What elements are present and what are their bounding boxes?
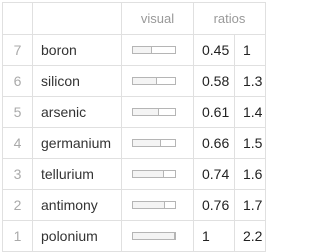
- ratio-value-b: 2.2: [235, 221, 266, 252]
- ratio-value-b: 1.5: [235, 128, 266, 159]
- table-body: [3, 35, 266, 252]
- ratio-value-b: 1: [235, 35, 266, 66]
- table-row: [3, 35, 266, 66]
- ratio-value-b: 1.7: [235, 190, 266, 221]
- ratio-value-b: 1.6: [235, 159, 266, 190]
- ratio-value-b: 1.3: [235, 66, 266, 97]
- visual-cell: [122, 221, 194, 252]
- table-row: [3, 128, 266, 159]
- row-index: 6: [3, 66, 33, 97]
- ratio-value: 0.66: [194, 128, 235, 159]
- ratio-bar-fill: [133, 171, 164, 177]
- element-name: boron: [33, 35, 122, 66]
- visual-cell: [122, 128, 194, 159]
- ratio-value: 1: [194, 221, 235, 252]
- table-row: [3, 159, 266, 190]
- ratio-bar: [132, 201, 176, 209]
- row-index: 4: [3, 128, 33, 159]
- row-index: 2: [3, 190, 33, 221]
- ratio-bar: [132, 46, 176, 54]
- visual-cell: [122, 159, 194, 190]
- header-name-cell: [33, 3, 122, 35]
- ratio-value: 0.45: [194, 35, 235, 66]
- header-ratios: ratios: [194, 3, 266, 35]
- ratio-bar-fill: [133, 78, 157, 84]
- ratio-bar-fill: [133, 202, 165, 208]
- header-visual: visual: [122, 3, 194, 35]
- ratio-bar: [132, 77, 176, 85]
- row-index: 7: [3, 35, 33, 66]
- ratio-bar: [132, 139, 176, 147]
- element-name: tellurium: [33, 159, 122, 190]
- table-row: [3, 97, 266, 128]
- ratio-value: 0.74: [194, 159, 235, 190]
- element-name: germanium: [33, 128, 122, 159]
- element-name: polonium: [33, 221, 122, 252]
- header-index-cell: [3, 3, 33, 35]
- ratio-value-b: 1.4: [235, 97, 266, 128]
- element-name: silicon: [33, 66, 122, 97]
- ratio-table: [2, 2, 266, 252]
- ratio-value: 0.61: [194, 97, 235, 128]
- visual-cell: [122, 66, 194, 97]
- table-header-row: [3, 3, 266, 35]
- row-index: 5: [3, 97, 33, 128]
- element-name: arsenic: [33, 97, 122, 128]
- ratio-bar-fill: [133, 140, 161, 146]
- ratio-bar-fill: [133, 47, 152, 53]
- row-index: 3: [3, 159, 33, 190]
- visual-cell: [122, 97, 194, 128]
- ratio-bar: [132, 108, 176, 116]
- ratio-value: 0.76: [194, 190, 235, 221]
- visual-cell: [122, 35, 194, 66]
- ratio-bar: [132, 170, 176, 178]
- table-row: [3, 66, 266, 97]
- table-row: [3, 190, 266, 221]
- table-row: [3, 221, 266, 252]
- ratio-value: 0.58: [194, 66, 235, 97]
- ratio-bar-fill: [133, 233, 175, 239]
- element-name: antimony: [33, 190, 122, 221]
- ratio-bar: [132, 232, 176, 240]
- ratio-bar-fill: [133, 109, 159, 115]
- row-index: 1: [3, 221, 33, 252]
- visual-cell: [122, 190, 194, 221]
